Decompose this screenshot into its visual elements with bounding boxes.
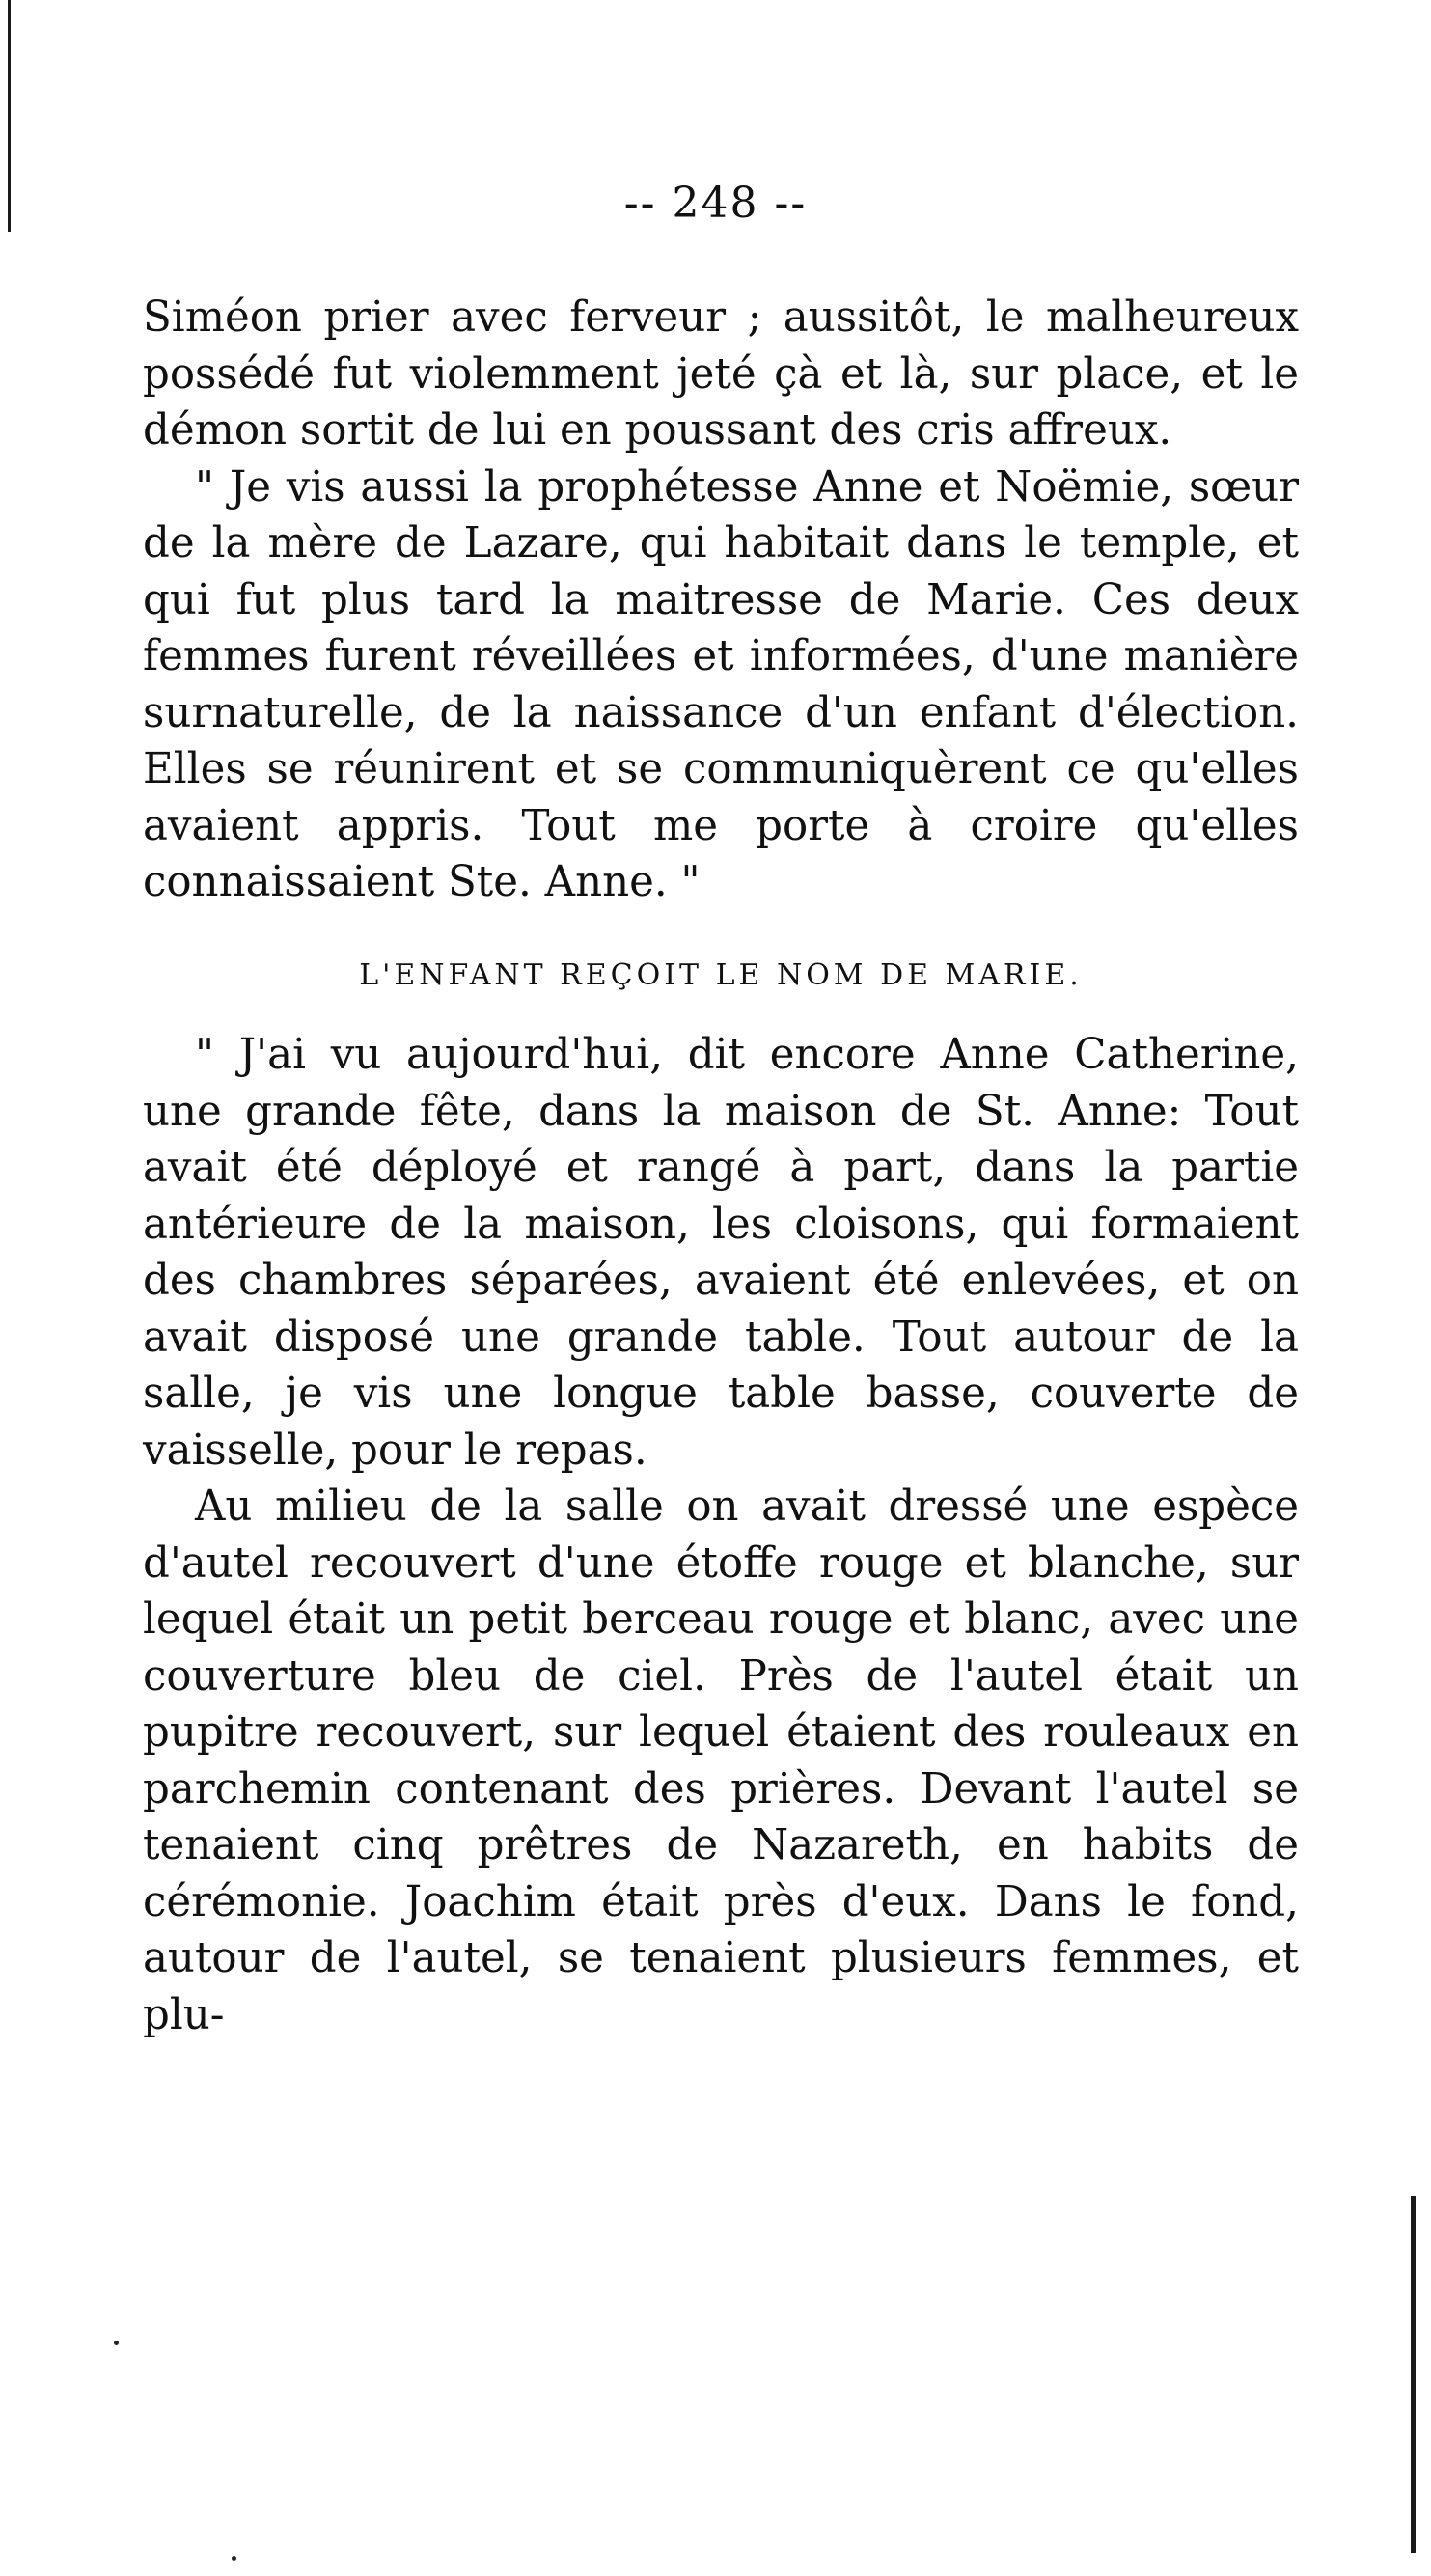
paragraph: " J'ai vu aujourd'hui, dit encore Anne Catherine, une grande fête, dans la maison de St. Anne: Tout avait été déployé et rangé à part, dans la partie antérieure de la maison, les cloisons, qui formaient des chambres séparées, avaient été enlevées, et on avait disposé une grande table. Tout autour de la salle, je vis une longue table basse, couverte de vaisselle, pour le repas. [143, 1031, 1299, 1475]
paragraph: " Je vis aussi la prophétesse Anne et Noëmie, sœur de la mère de Lazare, qui habitait dans le temple, et qui fut plus tard la maitresse de Marie. Ces deux femmes furent réveillées et informées, d'une manière surnaturelle, de la naissance d'un enfant d'élection. Elles se réunirent et se communiquèrent ce qu'elles avaient appris. Tout me porte à croire qu'elles connaissaient Ste. Anne. " [143, 462, 1299, 906]
scan-edge-right [1411, 2196, 1416, 2553]
page-number: -- 248 -- [623, 179, 808, 228]
paragraph: Au milieu de la salle on avait dressé une espèce d'autel recouvert d'une étoffe rouge et blanche, sur lequel était un petit berceau rouge et blanc, avec une couverture bleu de ciel. Près de l'autel était un pupitre recouvert, sur lequel étaient des rouleaux en parchemin contenant des prières. Devant l'autel se tenaient cinq prêtres de Nazareth, en habits de cérémonie. Joachim était près d'eux. Dans le fond, autour de l'autel, se tenaient plusieurs femmes, et plu- [143, 1482, 1299, 2039]
paragraph: Siméon prier avec ferveur ; aussitôt, le malheureux possédé fut violemment jeté çà et là, sur place, et le démon sortit de lui en poussant des cris affreux. [143, 293, 1299, 455]
section-heading: L'ENFANT REÇOIT LE NOM DE MARIE. [359, 957, 1083, 992]
scan-speck [114, 2341, 119, 2345]
body-text [143, 290, 1299, 2043]
scan-speck [232, 2556, 236, 2561]
